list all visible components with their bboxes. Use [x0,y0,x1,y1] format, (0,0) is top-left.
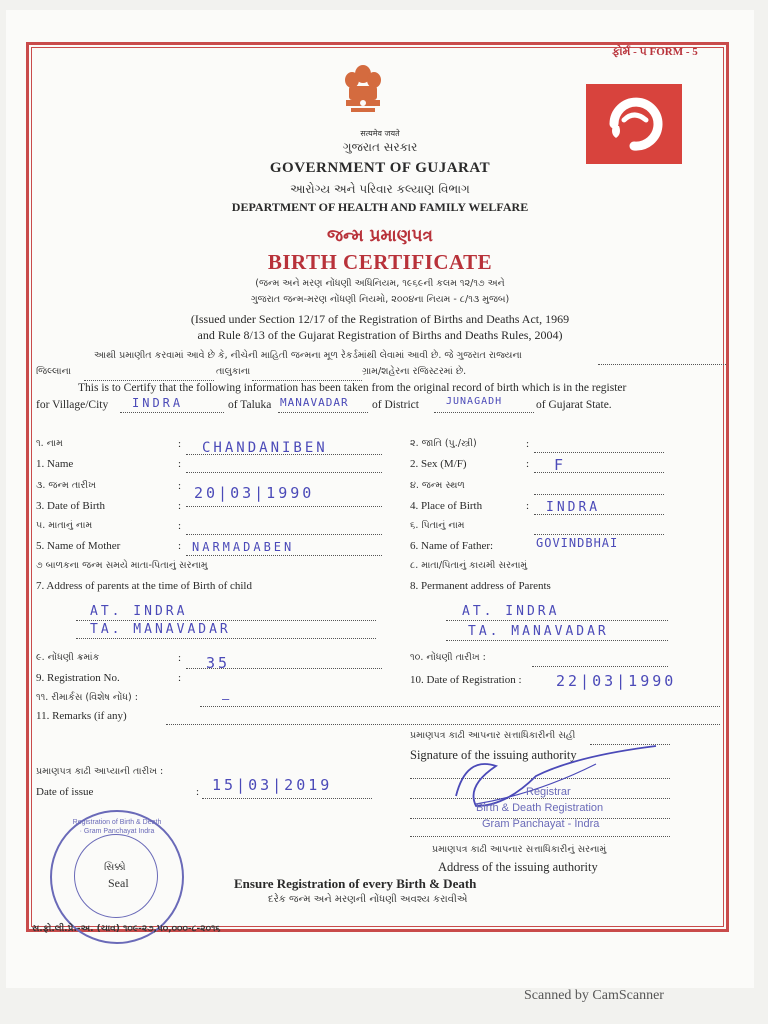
taluka-value: MANAVADAR [280,396,349,409]
father-label: 6. Name of Father: [410,540,494,552]
form-number: ફોર્મ - ૫ FORM - 5 [612,46,698,58]
act-ref-gu-1: (જન્મ અને મરણ નોંધણી અધિનિયમ, ૧૯૬૯ની કલમ ૧૨/૧૭ અને [255,278,505,289]
seal-ring-text: Registration of Birth & Death · Gram Panchayat Indra [72,819,162,835]
issue-date-label-gu: પ્રમાણપત્ર કાઢી આપ્યાની તારીખ : [36,766,164,777]
health-logo-icon [586,84,682,169]
father-value: GOVINDBHAI [536,536,619,550]
regdate-label-gu: ૧૦. નોંધણી તારીખ : [410,652,486,663]
village-value: INDRA [132,396,184,410]
dob-label: 3. Date of Birth [36,500,106,512]
stamp-gram-panchayat: Gram Panchayat - Indra [482,818,600,830]
signature-label-gu: પ્રમાણપત્ર કાઢી આપનાર સત્તાધિકારીની સહી [410,730,576,741]
certify-text-gu-1: આથી પ્રમાણીત કરવામાં આવે છે કે, નીચેની માહિતી જન્મના મૂળ રેકર્ડમાંથી લેવામાં આવી છે. જે ગુજરાત રાજ્યના [94,350,522,361]
remarks-value: — [222,692,233,706]
mother-value: NARMADABEN [192,540,295,554]
issue-date-value: 15|03|2019 [212,776,333,794]
act-ref-en-1: (Issued under Section 12/17 of the Registration of Births and Deaths Act, 1969 [190,312,570,326]
act-ref-gu-2: ગુજરાત જન્મ-મરણ નોંધણી નિયમો, ૨૦૦૪ના નિયમ - ૮/૧૩ મુજબ) [250,294,510,305]
addr-perm-label: 8. Permanent address of Parents [410,580,551,592]
authority-address-label: Address of the issuing authority [438,860,598,874]
stamp-birth-death: Birth & Death Registration [476,802,604,814]
dob-label-gu: ૩. જન્મ તારીખ [36,480,96,491]
cert-title-en: BIRTH CERTIFICATE [267,250,493,274]
addr-perm-line1: AT. INDRA [462,604,560,619]
addr-birth-label-gu: ૭ બાળકના જન્મ સમયે માતા-પિતાનું સરનામુ [36,560,208,571]
sex-label-gu: ૨. જાતિ (પુ./સ્ત્રી) [410,438,477,449]
pob-label: 4. Place of Birth [410,500,483,512]
emblem-motto: सत्यमेव जयते [360,129,400,138]
dept-title-en: DEPARTMENT OF HEALTH AND FAMILY WELFARE [231,200,529,214]
ensure-registration-en: Ensure Registration of every Birth & Death [234,876,477,891]
regno-label-gu: ૯. નોંધણી ક્રમાંક [36,652,100,663]
certify-village-label: for Village/City [36,399,109,411]
certify-text-en-1: This is to Certify that the following information has been taken from the original record of birth which is in the register [78,382,627,394]
certify-state-label: of Gujarat State. [536,399,612,411]
addr-birth-label: 7. Address of parents at the time of Birth of child [36,580,252,592]
seal-label: Seal [108,876,129,890]
regdate-label: 10. Date of Registration : [410,674,522,686]
act-ref-en-2: and Rule 8/13 of the Gujarat Registration of Births and Deaths Rules, 2004) [197,328,563,342]
signature-label: Signature of the issuing authority [410,748,577,762]
certify-district-label: of District [372,399,419,411]
certificate-paper: ફોર્મ - ૫ FORM - 5 सत्यमेव जयते ગુજરાત સરકાર GOVERNMENT OF GUJARAT આરોગ્ય અને પરિવાર કલ્યાણ વિભાગ DEPARTMENT OF HEALTH AND FAMILY WELFARE જન્મ પ્રમાણપત્ર BIRTH CERTIFICATE (જન્મ અને મરણ નોંધણી અધિનિયમ, ૧૯૬૯ની કલમ ૧૨/૧૭ અને ગુજરાત જન્મ-મરણ નોંધણી નિયમો, ૨૦૦૪ના નિયમ - ૮/૧૩ મુજબ) (Issued under Section 12/17 of the Registration of Births and Deaths Act, 1969 and Rule 8/13 of the Gujarat Registration of Births and Deaths Rules, 2004) આથી પ્રમાણીત કરવામાં આવે છે કે, નીચેની માહિતી જન્મના મૂળ રેકર્ડમાંથી લેવામાં આવી છે. જે ગુજરાત રાજ્યના જિલ્લાના તાલુકાના ગ્રામ/શહેરના રજિસ્ટરમાં છે. This is to Certify that the following information has been taken from the original record of birth which is in the register for Village/City INDRA of Taluka MANAVADAR of District JUNAGADH of Gujarat State. ૧. નામ 1. Name : : CHANDANIBEN ૩. જન્મ તારીખ 3. Date of Birth : : 20|03|1990 ૫. માતાનું નામ 5. Name of Mother : : NARMADABEN ૭ બાળકના જન્મ સમયે માતા-પિતાનું સરનામુ 7. Address of parents at the time of Birth of child AT. INDRA TA. MANAVADAR ૯. નોંધણી ક્રમાંક 9. Registration No. : : 35 ૧૧. રીમાર્કસ (વિશેષ નોંધ) : 11. Remarks (if any) — ૨. જાતિ (પુ./સ્ત્રી) 2. Sex (M/F) : : F ૪. જન્મ સ્થળ 4. Place of Birth : INDRA ૬. પિતાનું નામ 6. Name of Father: GOVINDBHAI ૮. માતા/પિતાનું કાયમી સરનામું 8. Permanent address of Parents AT. INDRA TA. MANAVADAR ૧૦. નોંધણી તારીખ : 10. Date of Registration : 22|03|1990 પ્રમાણપત્ર કાઢી આપનાર સત્તાધિકારીની સહી Signature of the issuing authority Registrar Birth & Death Registration Gram Panchayat - Indra પ્રમાણપત્ર કાઢી આપનાર સત્તાધિકારીનું સરનામું Address of the issuing authority પ્રમાણપત્ર કાઢી આપ્યાની તારીખ : Date of issue : 15|03|2019 સિક્કો Seal Registration of Birth & Death · Gram Panchayat Indra Ensure Registration of every Birth & Death દરેક જન્મ અને મરણની નોંધણી અવશ્ય કરાવીએ સ.ફો.લી.પ્રે.-અ. (ચાવ) ૧૦૯-૨૭,૫૦,૦૦૦-૮-૨૦૧૬ [6,10,754,988]
gov-title-en: GOVERNMENT OF GUJARAT [269,160,491,176]
regno-label: 9. Registration No. [36,672,120,684]
print-code: સ.ફો.લી.પ્રે.-અ. (ચાવ) ૧૦૯-૨૭,૫૦,૦૦૦-૮-૨૦૧૬ [32,924,221,934]
stamp-registrar: Registrar [526,786,571,798]
father-label-gu: ૬. પિતાનું નામ [410,520,465,531]
remarks-label-gu: ૧૧. રીમાર્કસ (વિશેષ નોંધ) : [36,692,138,703]
name-label: 1. Name [36,458,74,470]
seal-label-gu: સિક્કો [104,862,126,873]
cert-title-gu: જન્મ પ્રમાણપત્ર [326,226,434,246]
issue-date-label: Date of issue [36,786,94,798]
authority-address-label-gu: પ્રમાણપત્ર કાઢી આપનાર સત્તાધિકારીનું સરનામું [432,844,607,855]
pob-label-gu: ૪. જન્મ સ્થળ [410,480,465,491]
ensure-registration-gu: દરેક જન્મ અને મરણની નોંધણી અવશ્ય કરાવીએ [268,894,468,905]
district-value: JUNAGADH [446,396,503,407]
pob-value: INDRA [546,500,601,515]
remarks-label: 11. Remarks (if any) [36,710,127,722]
addr-birth-line2: TA. MANAVADAR [90,622,231,637]
addr-perm-line2: TA. MANAVADAR [468,624,609,639]
sex-value: F [554,456,567,474]
scanner-watermark: Scanned by CamScanner [524,988,664,1003]
dept-title-gu: આરોગ્ય અને પરિવાર કલ્યાણ વિભાગ [290,182,470,196]
mother-label: 5. Name of Mother [36,540,121,552]
name-label-gu: ૧. નામ [36,438,63,449]
mother-label-gu: ૫. માતાનું નામ [36,520,93,531]
gov-title-gu: ગુજરાત સરકાર [342,140,418,154]
regdate-value: 22|03|1990 [556,672,677,690]
certify-taluka-gu: તાલુકાના [216,366,251,377]
national-emblem-icon [341,62,385,129]
addr-birth-line1: AT. INDRA [90,604,188,619]
addr-perm-label-gu: ૮. માતા/પિતાનું કાયમી સરનામું [410,560,528,571]
sex-label: 2. Sex (M/F) [410,458,467,470]
dob-value: 20|03|1990 [194,484,315,502]
name-value: CHANDANIBEN [202,440,328,456]
certify-district-gu: જિલ્લાના [36,366,71,377]
regno-value: 35 [206,654,231,672]
certify-taluka-label: of Taluka [228,399,272,411]
certify-village-gu: ગ્રામ/શહેરના રજિસ્ટરમાં છે. [362,366,467,377]
